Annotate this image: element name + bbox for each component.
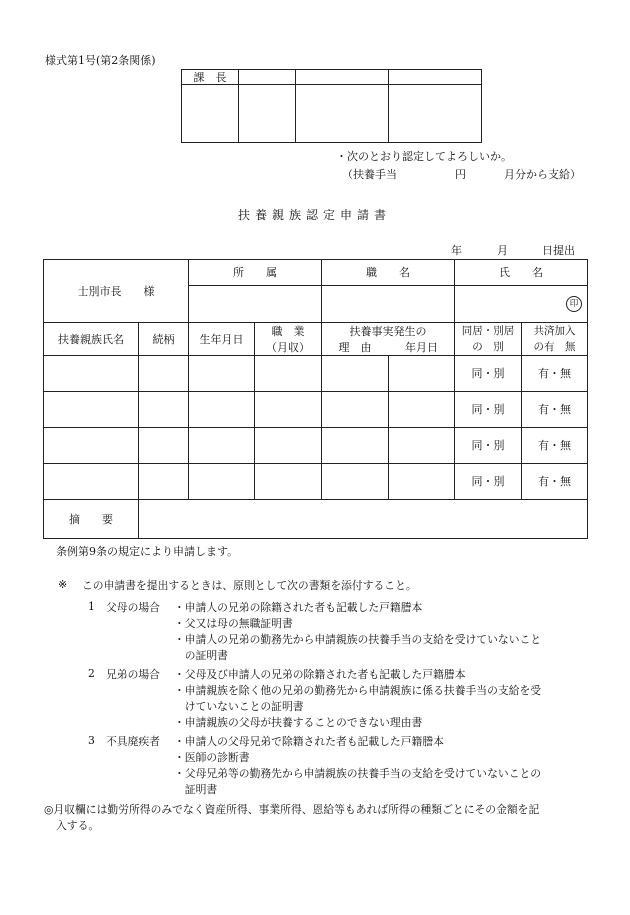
row-mutual-aid-choice[interactable]: 有・無 [538,403,571,416]
approval-note-suffix: 月分から支給） [504,168,581,181]
col-relation: 続柄 [152,332,175,346]
approval-stamp-cell[interactable] [296,85,388,142]
case-item: ・申請人の父母兄弟で除籍された者も記載した戸籍謄本 [174,735,444,748]
notes-intro: この申請書を提出するときは、原則として次の書類を添付すること。 [82,579,417,592]
col-dependent-name: 扶養親族氏名 [58,332,124,346]
case-item: ・申請親族の父母が扶養することのできない理由書 [174,716,423,729]
footer-note: ◎月収欄には勤労所得のみでなく資産所得、事業所得、恩給等もあれば所得の種類ごとにその金額を記 [44,803,540,816]
col-event-date: 年月日 [405,340,438,354]
col-event: 扶養事実発生の [349,324,427,338]
date-day-submit: 日提出 [542,244,575,257]
row-cohabitation-choice[interactable]: 同・別 [471,403,505,416]
row-cohabitation-choice[interactable]: 同・別 [471,475,505,488]
date-month: 月 [497,244,508,257]
row-mutual-aid-choice[interactable]: 有・無 [538,439,571,452]
col-event-reason: 理 由 [338,340,372,354]
case-item: ・父母及び申請人の兄弟の除籍された者も記載した戸籍謄本 [174,668,466,681]
row-cohabitation-choice[interactable]: 同・別 [471,439,505,452]
row-mutual-aid-choice[interactable]: 有・無 [538,475,571,488]
header-position: 職 名 [366,266,410,279]
form-label: 様式第1号(第2条関係) [45,54,156,67]
case-number: 2 [88,667,95,680]
case-item: ・医師の診断書 [174,751,250,764]
summary-field[interactable] [139,500,587,538]
approval-stamp-cell[interactable] [389,85,481,142]
col-birth-date: 生年月日 [199,332,244,346]
case-item: けていないことの証明書 [174,700,304,713]
col-cohabitation-type: の 別 [472,340,504,353]
col-mutual-aid: 共済加入 [533,324,576,337]
addressee-mayor: 士別市長 様 [77,284,155,298]
col-mutual-aid-status: の有 無 [533,340,576,353]
case-title: 不具廃疾者 [106,735,160,748]
case-item: ・申請人の兄弟の勤務先から申請親族の扶養手当の支給を受けていないこと [174,633,542,646]
case-item: 証明書 [174,783,218,796]
notes-mark: ※ [58,578,68,591]
regulation-note: 条例第9条の規定により申請します。 [56,545,239,558]
case-number: 3 [88,734,95,747]
case-item: ・父又は母の無職証明書 [174,617,293,630]
row-cohabitation-choice[interactable]: 同・別 [471,367,505,380]
col-cohabitation: 同居・別居 [461,324,515,337]
case-item: の証明書 [174,649,228,662]
case-number: 1 [88,600,95,613]
header-affiliation: 所 属 [233,266,277,279]
approval-stamp-cell[interactable] [239,85,295,142]
approval-note-unit: 円 [455,168,466,181]
footer-note-cont: 入する。 [56,819,100,832]
summary-label: 摘 要 [69,512,113,526]
header-name: 氏 名 [499,266,543,279]
col-occupation-income: （月収） [266,340,310,354]
col-occupation: 職 業 [271,324,305,338]
approval-note-line1: ・次のとおり認定してよろしいか。 [336,150,512,163]
row-mutual-aid-choice[interactable]: 有・無 [538,367,571,380]
affiliation-field[interactable] [189,286,321,322]
approval-note-prefix: （扶養手当 [342,168,397,181]
document-title: 扶養親族認定申請書 [238,208,392,222]
case-title: 兄弟の場合 [106,668,160,681]
case-item: ・申請親族を除く他の兄弟の勤務先から申請親族に係る扶養手当の支給を受 [174,684,542,697]
seal-mark: 印 [566,296,582,312]
date-year: 年 [451,244,462,257]
position-field[interactable] [322,286,454,322]
case-title: 父母の場合 [106,601,160,614]
case-item: ・父母兄弟等の勤務先から申請親族の扶養手当の支給を受けていないことの [174,767,542,780]
case-item: ・申請人の兄弟の除籍された者も記載した戸籍謄本 [174,601,423,614]
approval-header-section-chief: 課 長 [193,70,227,84]
